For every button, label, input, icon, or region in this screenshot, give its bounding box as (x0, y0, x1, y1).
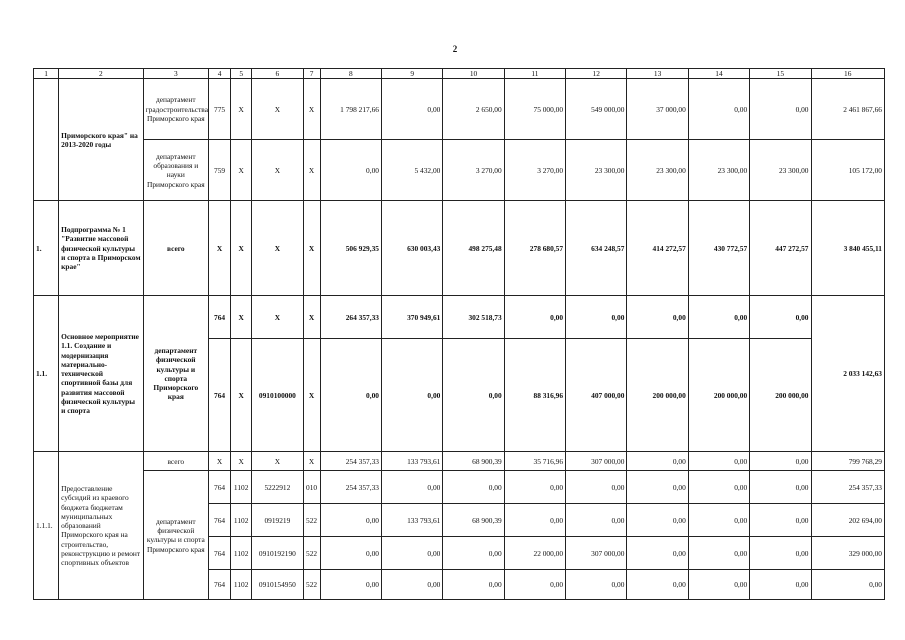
code-cell-c5: 1102 (231, 471, 252, 504)
value-cell: 22 000,00 (504, 537, 565, 570)
value-cell: 0,00 (688, 452, 749, 471)
value-cell: 133 793,61 (381, 504, 442, 537)
column-header: 13 (627, 69, 688, 79)
code-cell-c7: Х (303, 201, 320, 296)
value-cell: 0,00 (688, 570, 749, 600)
code-cell-c4: 764 (209, 570, 231, 600)
value-cell: 3 270,00 (504, 140, 565, 201)
value-cell: 23 300,00 (688, 140, 749, 201)
value-cell: 307 000,00 (566, 537, 627, 570)
code-cell-c5: Х (231, 296, 252, 339)
value-cell: 23 300,00 (566, 140, 627, 201)
code-cell-c7: 522 (303, 537, 320, 570)
code-cell-c6: 0910100000 (252, 339, 303, 452)
value-cell: 278 680,57 (504, 201, 565, 296)
value-cell: 0,00 (688, 537, 749, 570)
value-cell: 0,00 (320, 537, 381, 570)
code-cell-c6: Х (252, 140, 303, 201)
value-cell: 0,00 (443, 339, 504, 452)
value-cell: 407 000,00 (566, 339, 627, 452)
row-name-cell: Подпрограмма № 1 "Развитие массовой физической культуры и спорта в Приморском крае" (59, 201, 143, 296)
code-cell-c5: Х (231, 140, 252, 201)
value-cell: 75 000,00 (504, 79, 565, 140)
value-cell: 0,00 (381, 471, 442, 504)
code-cell-c6: Х (252, 296, 303, 339)
column-header: 1 (34, 69, 59, 79)
page-number: 2 (452, 44, 458, 54)
column-header: 6 (252, 69, 303, 79)
value-cell: 0,00 (750, 296, 811, 339)
value-cell: 0,00 (750, 79, 811, 140)
value-cell: 0,00 (566, 296, 627, 339)
code-cell-c5: Х (231, 201, 252, 296)
row-number-cell (34, 79, 59, 201)
total-cell: 2 461 867,66 (811, 79, 885, 140)
value-cell: 0,00 (504, 296, 565, 339)
total-cell: 202 694,00 (811, 504, 885, 537)
value-cell: 0,00 (688, 79, 749, 140)
row-name-cell: Приморского края" на 2013-2020 годы (59, 79, 143, 201)
code-cell-c6: Х (252, 452, 303, 471)
code-cell-c7: Х (303, 452, 320, 471)
column-header: 3 (143, 69, 208, 79)
value-cell: 447 272,57 (750, 201, 811, 296)
value-cell: 200 000,00 (750, 339, 811, 452)
value-cell: 498 275,48 (443, 201, 504, 296)
code-cell-c4: 764 (209, 537, 231, 570)
value-cell: 0,00 (627, 504, 688, 537)
value-cell: 630 003,43 (381, 201, 442, 296)
row-name-cell: Предоставление субсидий из краевого бюджета бюджетам муниципальных образований Приморского края на строительство, реконструкцию и ремонт спортивных объектов (59, 452, 143, 600)
code-cell-c5: 1102 (231, 537, 252, 570)
code-cell-c7: 522 (303, 570, 320, 600)
value-cell: 37 000,00 (627, 79, 688, 140)
column-header: 4 (209, 69, 231, 79)
value-cell: 0,00 (688, 471, 749, 504)
value-cell: 88 316,96 (504, 339, 565, 452)
code-cell-c6: 0919219 (252, 504, 303, 537)
code-cell-c4: Х (209, 201, 231, 296)
department-cell: департамент физической культуры и спорта Приморского края (143, 471, 208, 600)
value-cell: 0,00 (320, 140, 381, 201)
code-cell-c6: 0910154950 (252, 570, 303, 600)
code-cell-c4: 764 (209, 296, 231, 339)
code-cell-c7: Х (303, 339, 320, 452)
table-row (34, 471, 885, 504)
total-cell: 254 357,33 (811, 471, 885, 504)
value-cell: 0,00 (381, 570, 442, 600)
code-cell-c7: Х (303, 140, 320, 201)
value-cell: 0,00 (688, 296, 749, 339)
value-cell: 133 793,61 (381, 452, 442, 471)
table-row (34, 296, 885, 339)
code-cell-c4: Х (209, 452, 231, 471)
department-cell: департамент градостроительства Приморского края (143, 79, 208, 140)
value-cell: 0,00 (566, 471, 627, 504)
value-cell: 0,00 (750, 504, 811, 537)
value-cell: 0,00 (504, 504, 565, 537)
value-cell: 0,00 (627, 471, 688, 504)
code-cell-c4: 775 (209, 79, 231, 140)
total-cell: 329 000,00 (811, 537, 885, 570)
budget-table (33, 68, 885, 600)
value-cell: 254 357,33 (320, 452, 381, 471)
total-cell: 105 172,00 (811, 140, 885, 201)
table-row (34, 140, 885, 201)
department-cell: всего (143, 201, 208, 296)
value-cell: 0,00 (627, 452, 688, 471)
value-cell: 430 772,57 (688, 201, 749, 296)
value-cell: 0,00 (750, 570, 811, 600)
table-row (34, 452, 885, 471)
code-cell-c7: 010 (303, 471, 320, 504)
value-cell: 0,00 (627, 537, 688, 570)
value-cell: 0,00 (443, 471, 504, 504)
value-cell: 0,00 (566, 504, 627, 537)
code-cell-c4: 764 (209, 504, 231, 537)
value-cell: 200 000,00 (688, 339, 749, 452)
row-name-cell: Основное мероприятие 1.1. Создание и модернизация материально-технической спортивной базы для развития массовой физической культуры и спорта (59, 296, 143, 452)
value-cell: 414 272,57 (627, 201, 688, 296)
code-cell-c4: 759 (209, 140, 231, 201)
value-cell: 0,00 (627, 296, 688, 339)
code-cell-c6: 0910192190 (252, 537, 303, 570)
value-cell: 0,00 (750, 452, 811, 471)
value-cell: 254 357,33 (320, 471, 381, 504)
value-cell: 0,00 (504, 570, 565, 600)
value-cell: 23 300,00 (627, 140, 688, 201)
code-cell-c5: Х (231, 452, 252, 471)
header-row (34, 69, 885, 79)
value-cell: 68 900,39 (443, 452, 504, 471)
row-number-cell: 1.1. (34, 296, 59, 452)
value-cell: 0,00 (566, 570, 627, 600)
value-cell: 0,00 (688, 504, 749, 537)
value-cell: 302 518,73 (443, 296, 504, 339)
value-cell: 0,00 (381, 79, 442, 140)
department-cell: департамент образования и науки Приморского края (143, 140, 208, 201)
total-cell: 3 840 455,11 (811, 201, 885, 296)
value-cell: 0,00 (320, 339, 381, 452)
row-number-cell: 1. (34, 201, 59, 296)
table-row (34, 201, 885, 296)
value-cell: 3 270,00 (443, 140, 504, 201)
value-cell: 5 432,00 (381, 140, 442, 201)
code-cell-c4: 764 (209, 339, 231, 452)
code-cell-c7: 522 (303, 504, 320, 537)
value-cell: 0,00 (320, 504, 381, 537)
column-header: 12 (566, 69, 627, 79)
value-cell: 0,00 (381, 339, 442, 452)
column-header: 5 (231, 69, 252, 79)
value-cell: 549 000,00 (566, 79, 627, 140)
value-cell: 2 650,00 (443, 79, 504, 140)
row-number-cell: 1.1.1. (34, 452, 59, 600)
value-cell: 0,00 (443, 570, 504, 600)
value-cell: 0,00 (320, 570, 381, 600)
code-cell-c5: Х (231, 79, 252, 140)
value-cell: 0,00 (504, 471, 565, 504)
value-cell: 0,00 (750, 471, 811, 504)
value-cell: 0,00 (381, 537, 442, 570)
column-header: 9 (381, 69, 442, 79)
value-cell: 35 716,96 (504, 452, 565, 471)
column-header: 10 (443, 69, 504, 79)
value-cell: 0,00 (627, 570, 688, 600)
code-cell-c4: 764 (209, 471, 231, 504)
value-cell: 506 929,35 (320, 201, 381, 296)
column-header: 15 (750, 69, 811, 79)
table-row (34, 79, 885, 140)
column-header: 14 (688, 69, 749, 79)
value-cell: 0,00 (443, 537, 504, 570)
total-cell: 799 768,29 (811, 452, 885, 471)
column-header: 8 (320, 69, 381, 79)
value-cell: 23 300,00 (750, 140, 811, 201)
column-header: 2 (59, 69, 143, 79)
value-cell: 0,00 (750, 537, 811, 570)
value-cell: 1 798 217,66 (320, 79, 381, 140)
column-header: 7 (303, 69, 320, 79)
value-cell: 68 900,39 (443, 504, 504, 537)
total-cell: 0,00 (811, 570, 885, 600)
value-cell: 370 949,61 (381, 296, 442, 339)
department-cell: департамент физической культуры и спорта Приморского края (143, 296, 208, 452)
code-cell-c7: Х (303, 296, 320, 339)
total-cell: 2 033 142,63 (811, 296, 885, 452)
value-cell: 307 000,00 (566, 452, 627, 471)
column-header: 11 (504, 69, 565, 79)
value-cell: 200 000,00 (627, 339, 688, 452)
code-cell-c5: 1102 (231, 570, 252, 600)
code-cell-c6: 5222912 (252, 471, 303, 504)
code-cell-c5: Х (231, 339, 252, 452)
code-cell-c6: Х (252, 79, 303, 140)
value-cell: 634 248,57 (566, 201, 627, 296)
code-cell-c6: Х (252, 201, 303, 296)
code-cell-c7: Х (303, 79, 320, 140)
column-header: 16 (811, 69, 885, 79)
value-cell: 264 357,33 (320, 296, 381, 339)
code-cell-c5: 1102 (231, 504, 252, 537)
department-cell: всего (143, 452, 208, 471)
